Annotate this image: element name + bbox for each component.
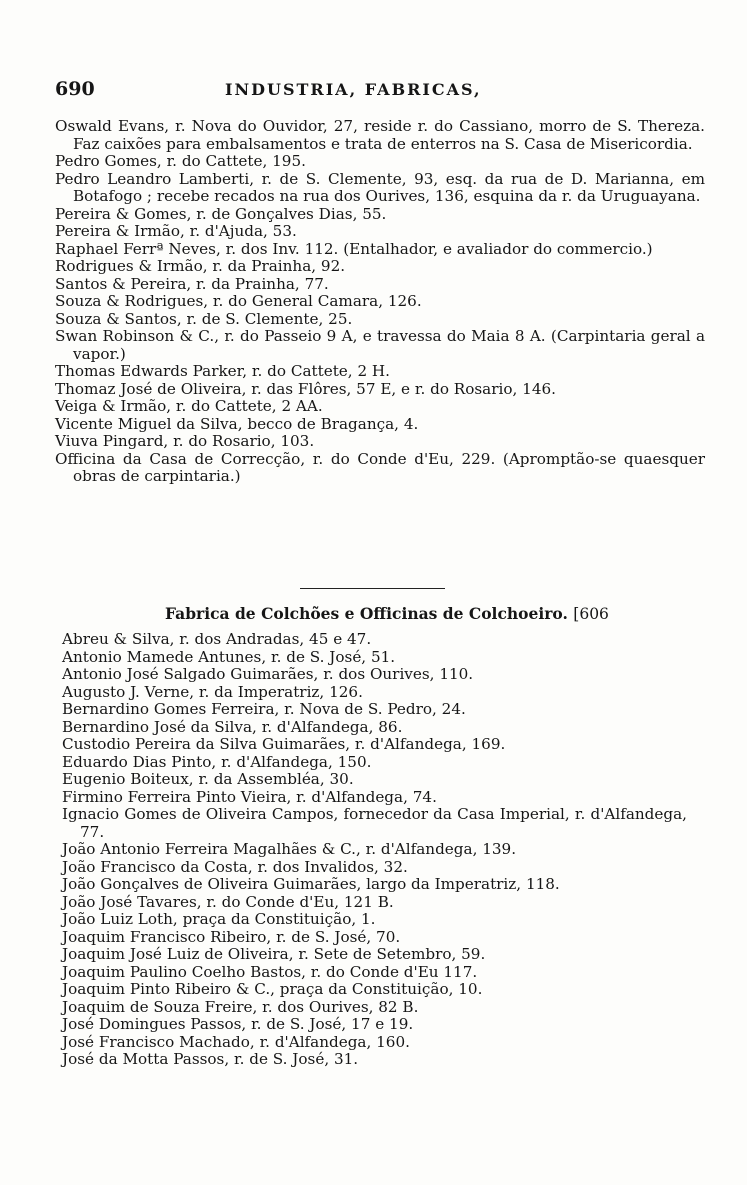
directory-entry: Eduardo Dias Pinto, r. d'Alfandega, 150.: [62, 752, 372, 771]
directory-entry: Officina da Casa de Correcção, r. do Conde d'Eu, 229. (Apromptão-se quaesquer obras de carpintaria.): [55, 449, 705, 485]
directory-entry: Joaquim José Luiz de Oliveira, r. Sete de Setembro, 59.: [62, 945, 486, 963]
directory-entry: Joaquim Pinto Ribeiro & C., praça da Constituição, 10.: [62, 980, 483, 998]
directory-entry: Ignacio Gomes de Oliveira Campos, fornecedor da Casa Imperial, r. d'Alfandega, 77.: [62, 805, 687, 841]
directory-entry: Viuva Pingard, r. do Rosario, 103.: [55, 432, 315, 450]
directory-entry: Pedro Gomes, r. do Cattete, 195.: [55, 152, 306, 170]
section-divider: [300, 588, 445, 589]
directory-entry: João Antonio Ferreira Magalhães & C., r. d'Alfandega, 139.: [62, 840, 517, 858]
directory-entry: João Francisco da Costa, r. dos Invalidos, 32.: [62, 857, 408, 876]
section-title: [165, 604, 609, 623]
page-header: [55, 78, 695, 104]
mattress-entries-list: [62, 631, 687, 1069]
directory-entry: Joaquim Paulino Coelho Bastos, r. do Conde d'Eu 117.: [62, 962, 478, 981]
directory-entry: José Domingues Passos, r. de S. José, 17 e 19.: [62, 1015, 414, 1033]
directory-entry: José Francisco Machado, r. d'Alfandega, 160.: [62, 1032, 410, 1051]
directory-entry: Thomas Edwards Parker, r. do Cattete, 2 H.: [55, 362, 391, 380]
carpentry-entries-list: [55, 118, 705, 486]
directory-entry: Oswald Evans, r. Nova do Ouvidor, 27, reside r. do Cassiano, morro de S. Thereza. Faz caixões para embalsamentos e trata de enterros na S. Casa de Misericordia.: [55, 117, 705, 153]
directory-entry: Bernardino José da Silva, r. d'Alfandega, 86.: [62, 717, 403, 736]
directory-entry: Veiga & Irmão, r. do Cattete, 2 AA.: [55, 397, 323, 415]
directory-entry: Joaquim Francisco Ribeiro, r. de S. José, 70.: [62, 927, 401, 946]
directory-entry: Bernardino Gomes Ferreira, r. Nova de S. Pedro, 24.: [62, 700, 466, 718]
directory-entry: José da Motta Passos, r. de S. José, 31.: [62, 1050, 359, 1068]
directory-entry: Pereira & Gomes, r. de Gonçalves Dias, 55.: [55, 204, 387, 223]
directory-entry: Thomaz José de Oliveira, r. das Flôres, 57 E, e r. do Rosario, 146.: [55, 379, 556, 398]
directory-entry: Vicente Miguel da Silva, becco de Bragança, 4.: [55, 414, 419, 433]
directory-entry: Firmino Ferreira Pinto Vieira, r. d'Alfandega, 74.: [62, 787, 437, 806]
directory-entry: Souza & Rodrigues, r. do General Camara, 126.: [55, 292, 422, 310]
directory-entry: João Gonçalves de Oliveira Guimarães, largo da Imperatriz, 118.: [62, 875, 560, 893]
directory-entry: João José Tavares, r. do Conde d'Eu, 121 B.: [62, 892, 394, 911]
directory-entry: Antonio Mamede Antunes, r. de S. José, 51.: [62, 647, 396, 666]
running-head: INDUSTRIA, FABRICAS,: [225, 80, 482, 99]
directory-entry: Abreu & Silva, r. dos Andradas, 45 e 47.: [62, 630, 372, 648]
directory-entry: Custodio Pereira da Silva Guimarães, r. d'Alfandega, 169.: [62, 735, 506, 753]
directory-entry: Eugenio Boiteux, r. da Assembléa, 30.: [62, 770, 354, 788]
directory-entry: Augusto J. Verne, r. da Imperatriz, 126.: [62, 682, 363, 701]
directory-entry: Rodrigues & Irmão, r. da Prainha, 92.: [55, 257, 346, 275]
directory-entry: João Luiz Loth, praça da Constituição, 1.: [62, 910, 376, 928]
page-number: 690: [55, 78, 95, 100]
directory-entry: Antonio José Salgado Guimarães, r. dos Ourives, 110.: [62, 665, 474, 683]
directory-entry: Pereira & Irmão, r. d'Ajuda, 53.: [55, 222, 297, 240]
section-ref: [606: [573, 605, 609, 623]
directory-entry: Pedro Leandro Lamberti, r. de S. Clemente, 93, esq. da rua de D. Marianna, em Botafogo ; recebe recados na rua dos Ourives, 136, esquina da r. da Uruguayana.: [55, 169, 705, 205]
directory-entry: Santos & Pereira, r. da Prainha, 77.: [55, 274, 329, 293]
directory-entry: Souza & Santos, r. de S. Clemente, 25.: [55, 309, 353, 328]
directory-entry: Raphael Ferrª Neves, r. dos Inv. 112. (Entalhador, e avaliador do commercio.): [55, 239, 653, 258]
section-title-text: Fabrica de Colchões e Officinas de Colchoeiro.: [165, 604, 568, 623]
directory-entry: Swan Robinson & C., r. do Passeio 9 A, e travessa do Maia 8 A. (Carpintaria geral a vapor.): [55, 327, 705, 363]
directory-entry: Joaquim de Souza Freire, r. dos Ourives, 82 B.: [62, 997, 419, 1016]
